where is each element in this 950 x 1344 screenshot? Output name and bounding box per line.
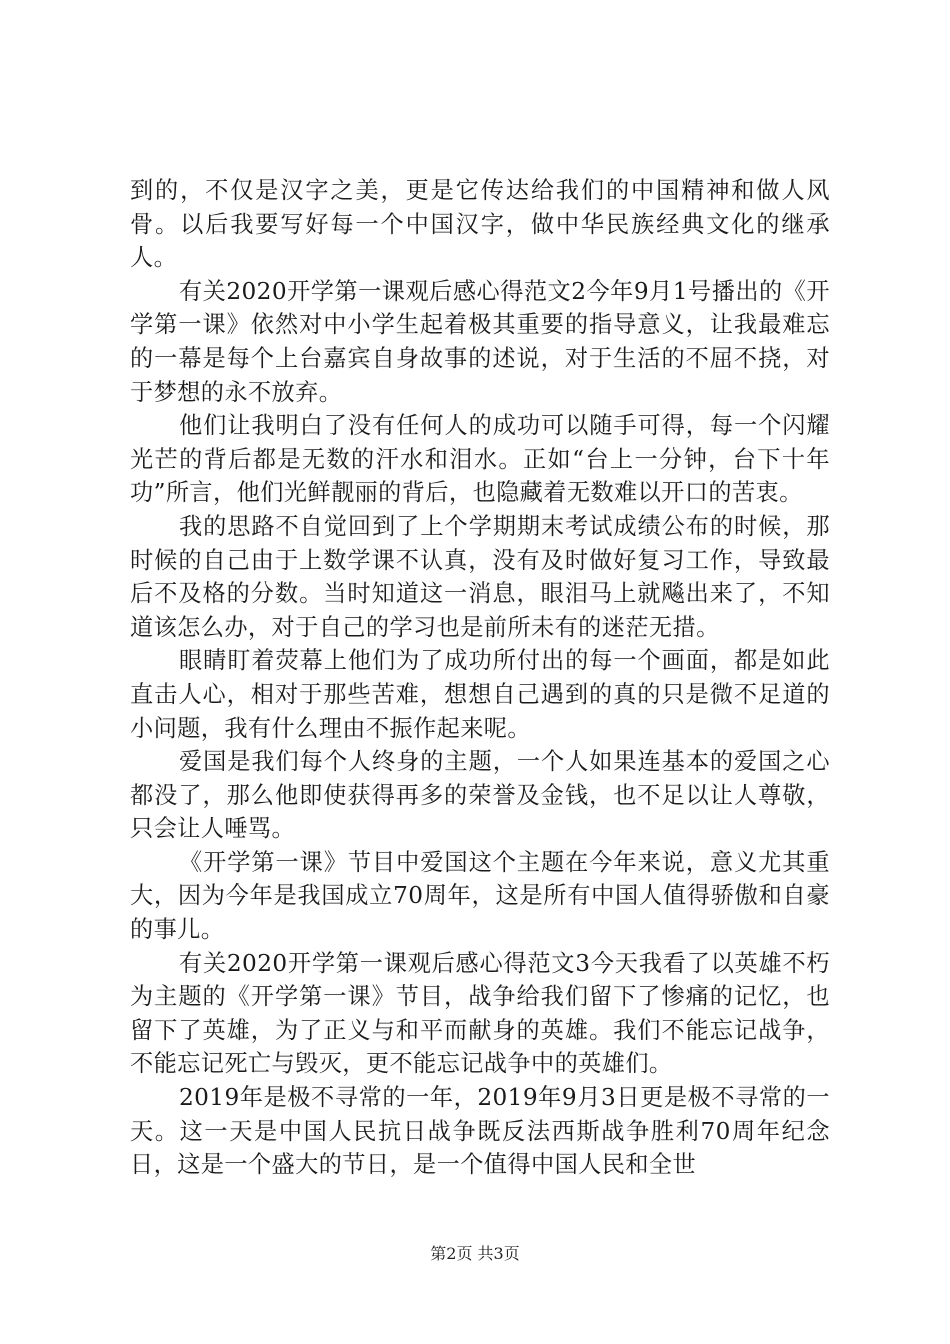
- paragraph-9: 2019年是极不寻常的一年，2019年9月3日更是极不寻常的一天。这一天是中国人民抗日战争既反法西斯战争胜利70周年纪念日，这是一个盛大的节日，是一个值得中国人民和全世: [130, 1084, 830, 1179]
- paragraph-7: 《开学第一课》节目中爱国这个主题在今年来说，意义尤其重大，因为今年是我国成立70周年，这是所有中国人值得骄傲和自豪的事儿。: [130, 848, 830, 944]
- paragraph-3: 他们让我明白了没有任何人的成功可以随手可得，每一个闪耀光芒的背后都是无数的汗水和泪水。正如“台上一分钟，台下十年功”所言，他们光鲜靓丽的背后，也隐藏着无数难以开口的苦衷。: [130, 412, 830, 507]
- paragraph-8: 有关2020开学第一课观后感心得范文3今天我看了以英雄不朽为主题的《开学第一课》节目，战争给我们留下了惨痛的记忆，也留下了英雄，为了正义与和平而献身的英雄。我们不能忘记战争，不能忘记死亡与毁灭，更不能忘记战争中的英雄们。: [130, 949, 830, 1078]
- paragraph-6: 爱国是我们每个人终身的主题，一个人如果连基本的爱国之心都没了，那么他即使获得再多的荣誉及金钱，也不足以让人尊敬，只会让人唾骂。: [130, 748, 830, 843]
- paragraph-1: 到的，不仅是汉字之美，更是它传达给我们的中国精神和做人风骨。以后我要写好每一个中国汉字，做中华民族经典文化的继承人。: [130, 177, 830, 272]
- paragraph-4: 我的思路不自觉回到了上个学期期末考试成绩公布的时候，那时候的自己由于上数学课不认真，没有及时做好复习工作，导致最后不及格的分数。当时知道这一消息，眼泪马上就飚出来了，不知道该怎么办，对于自己的学习也是前所未有的迷茫无措。: [130, 512, 830, 641]
- page-footer: 第2页 共3页: [430, 1244, 520, 1263]
- document-body: [130, 174, 830, 1182]
- paragraph-5: 眼睛盯着荧幕上他们为了成功所付出的每一个画面，都是如此直击人心，相对于那些苦难，想想自己遇到的真的只是微不足道的小问题，我有什么理由不振作起来呢。: [130, 647, 830, 742]
- paragraph-2: 有关2020开学第一课观后感心得范文2今年9月1号播出的《开学第一课》依然对中小学生起着极其重要的指导意义，让我最难忘的一幕是每个上台嘉宾自身故事的述说，对于生活的不屈不挠，对于梦想的永不放弃。: [130, 277, 830, 406]
